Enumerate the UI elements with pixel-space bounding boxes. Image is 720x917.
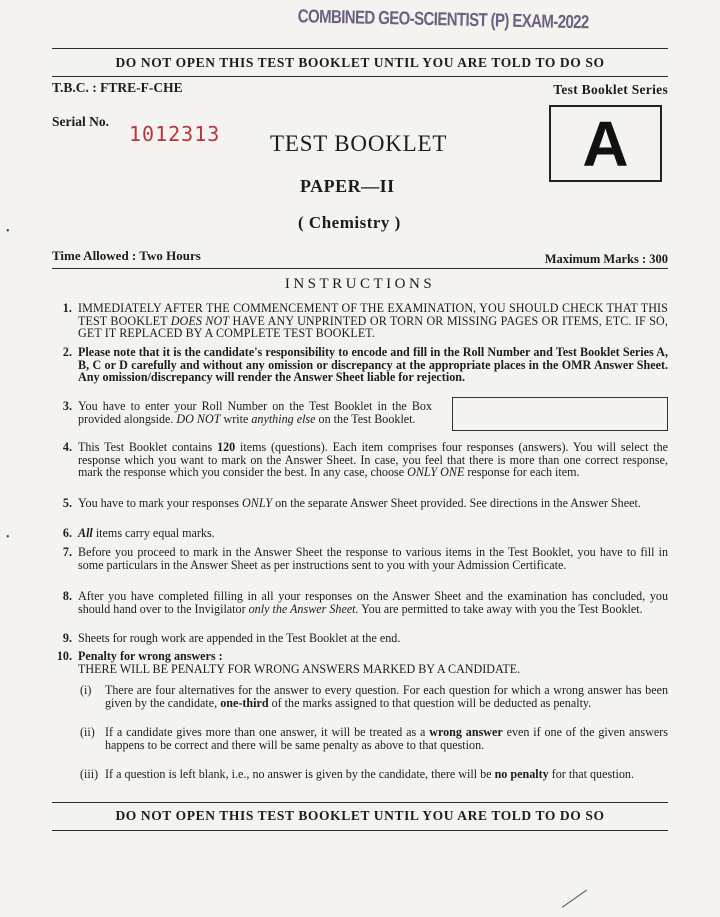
item-text-part: write <box>220 411 252 426</box>
series-letter: A <box>582 107 629 180</box>
serial-label: Serial No. <box>52 114 109 129</box>
item-text-part: After you have completed filling in all your responses on the Answer Sheet and the examination has concluded, you should hand over to the Invigilator <box>78 589 668 616</box>
item-number: 1. <box>62 301 72 315</box>
penalty-text-part: If a question is left blank, i.e., no answer is given by the candidate, there will be <box>105 767 495 781</box>
item-text <box>78 650 668 675</box>
instruction-item <box>52 527 668 540</box>
tbc-code: T.B.C. : FTRE-F-CHE <box>52 80 183 95</box>
item-number: 5. <box>62 496 72 510</box>
bottom-rule-2 <box>52 830 668 831</box>
item-number: 2. <box>62 345 72 359</box>
item-text <box>78 590 668 615</box>
item-number: 9. <box>62 631 72 645</box>
item-text <box>78 527 668 540</box>
series-letter-box <box>549 105 662 182</box>
item-text-part: response for each item. <box>464 465 580 479</box>
item-text-part: You are permitted to take away with you the Test Booklet. <box>358 601 643 616</box>
item-text-emph: ONLY ONE <box>407 465 465 479</box>
item-text <box>78 400 432 425</box>
penalty-number: (ii) <box>80 725 95 739</box>
item-text <box>78 441 668 479</box>
item-text-emph: All <box>78 526 93 540</box>
penalty-text-part: for that question. <box>548 767 634 781</box>
item-text-part: HAVE ANY UNPRINTED OR TORN OR MISSING PAGES OR ITEMS, ETC. IF SO, GET IT REPLACED BY A COMPLETE TEST BOOKLET. <box>78 313 668 340</box>
penalty-text-strong: no penalty <box>494 767 549 781</box>
penalty-text-part: even if one of the given answers happens to be correct and there will be same penalty as above to that question. <box>105 725 668 752</box>
serial-number: 1012313 <box>129 122 221 146</box>
item-text-part: You have to mark your responses <box>78 496 243 510</box>
paper-title: PAPER—II <box>300 176 395 196</box>
penalty-line: THERE WILL BE PENALTY FOR WRONG ANSWERS MARKED BY A CANDIDATE. <box>78 661 521 676</box>
item-text-strong: 120 <box>217 440 236 454</box>
bottom-banner: DO NOT OPEN THIS TEST BOOKLET UNTIL YOU ARE TOLD TO DO SO <box>115 808 605 823</box>
instruction-item <box>52 590 668 615</box>
item-text <box>78 497 668 510</box>
item-text-emph: ONLY <box>242 496 273 510</box>
instruction-item <box>52 441 668 479</box>
item-text-part: You have to enter your Roll Number on the Test Booklet in the Box provided alongside. <box>78 399 432 426</box>
bottom-rule <box>52 802 668 803</box>
time-allowed: Time Allowed : Two Hours <box>52 248 201 263</box>
penalty-item <box>80 684 668 709</box>
penalty-title: Penalty for wrong answers : <box>78 649 223 663</box>
penalty-text-part: of the marks assigned to that question will be deducted as penalty. <box>268 695 592 710</box>
instructions-heading: INSTRUCTIONS <box>284 276 436 292</box>
item-text-emph: only the Answer Sheet. <box>248 601 359 616</box>
item-text: Before you proceed to mark in the Answer Sheet the response to various items in the Test Booklet, you have to fill in some particulars in the Answer Sheet as per instructions sent to you with your Admission Certificate. <box>78 545 668 572</box>
penalty-text-part: There are four alternatives for the answer to every question. For each question for which a wrong answer has been given by the candidate, <box>105 683 668 710</box>
item-text-part: items (questions). Each item comprises four responses (answers). You will select the response which you want to mark on the Answer Sheet. In case, you feel that there is more than one correct response, mark the response which you consider the best. In any case, choose <box>78 440 668 479</box>
top-rule-2 <box>52 76 668 77</box>
series-label: Test Booklet Series <box>553 82 668 97</box>
instruction-item <box>52 650 668 675</box>
item-text-emph: DO NOT <box>176 411 221 426</box>
item-text <box>78 302 668 340</box>
penalty-item <box>80 768 668 781</box>
top-rule <box>52 48 668 49</box>
penalty-text-strong: wrong answer <box>429 725 503 739</box>
margin-mark: • <box>6 226 10 237</box>
roll-number-box[interactable] <box>452 397 668 431</box>
top-banner: DO NOT OPEN THIS TEST BOOKLET UNTIL YOU ARE TOLD TO DO SO <box>115 55 605 70</box>
penalty-text <box>105 726 668 751</box>
instruction-item <box>52 400 432 425</box>
instruction-item <box>52 346 668 384</box>
item-text-emph: anything else <box>251 411 316 426</box>
item-text-part: on the separate Answer Sheet provided. See directions in the Answer Sheet. <box>272 496 641 510</box>
penalty-text <box>105 768 668 781</box>
booklet-title: TEST BOOKLET <box>270 131 448 156</box>
item-number: 6. <box>62 526 72 540</box>
item-number: 8. <box>62 589 72 603</box>
item-text-part: on the Test Booklet. <box>315 411 416 426</box>
item-text-part: IMMEDIATELY AFTER THE COMMENCEMENT OF THE EXAMINATION, YOU SHOULD CHECK THAT THIS TEST BOOKLET <box>78 301 668 328</box>
penalty-item <box>80 726 668 751</box>
penalty-text <box>105 684 668 709</box>
item-number: 4. <box>62 440 72 454</box>
item-number: 10. <box>56 649 72 663</box>
instruction-item <box>52 632 668 645</box>
maximum-marks: Maximum Marks : 300 <box>544 252 668 266</box>
header-rule <box>52 268 668 269</box>
margin-mark: • <box>6 532 10 543</box>
item-text-part: This Test Booklet contains <box>78 440 218 454</box>
item-text-emph: DOES NOT <box>170 313 230 328</box>
item-number: 7. <box>62 545 72 559</box>
penalty-text-part: If a candidate gives more than one answer, it will be treated as a <box>105 725 430 739</box>
subject-title: ( Chemistry ) <box>298 213 401 232</box>
pen-stroke <box>562 890 588 910</box>
instruction-item <box>52 546 668 571</box>
penalty-text-strong: one-third <box>220 695 269 710</box>
instruction-item <box>52 497 668 510</box>
exam-stamp: COMBINED GEO-SCIENTIST (P) EXAM-2022 <box>297 6 589 34</box>
item-text: Please note that it is the candidate's responsibility to encode and fill in the Roll Number and Test Booklet Series A, B, C or D carefully and without any omission or discrepancy at the appropriate places in the OMR Answer Sheet. Any omission/discrepancy will render the Answer Sheet liable for rejection. <box>78 345 668 384</box>
item-text: Sheets for rough work are appended in the Test Booklet at the end. <box>78 631 401 645</box>
penalty-number: (iii) <box>80 767 99 781</box>
penalty-number: (i) <box>80 683 92 697</box>
item-number: 3. <box>62 399 72 413</box>
instruction-item <box>52 302 668 340</box>
item-text-part: items carry equal marks. <box>92 526 215 540</box>
